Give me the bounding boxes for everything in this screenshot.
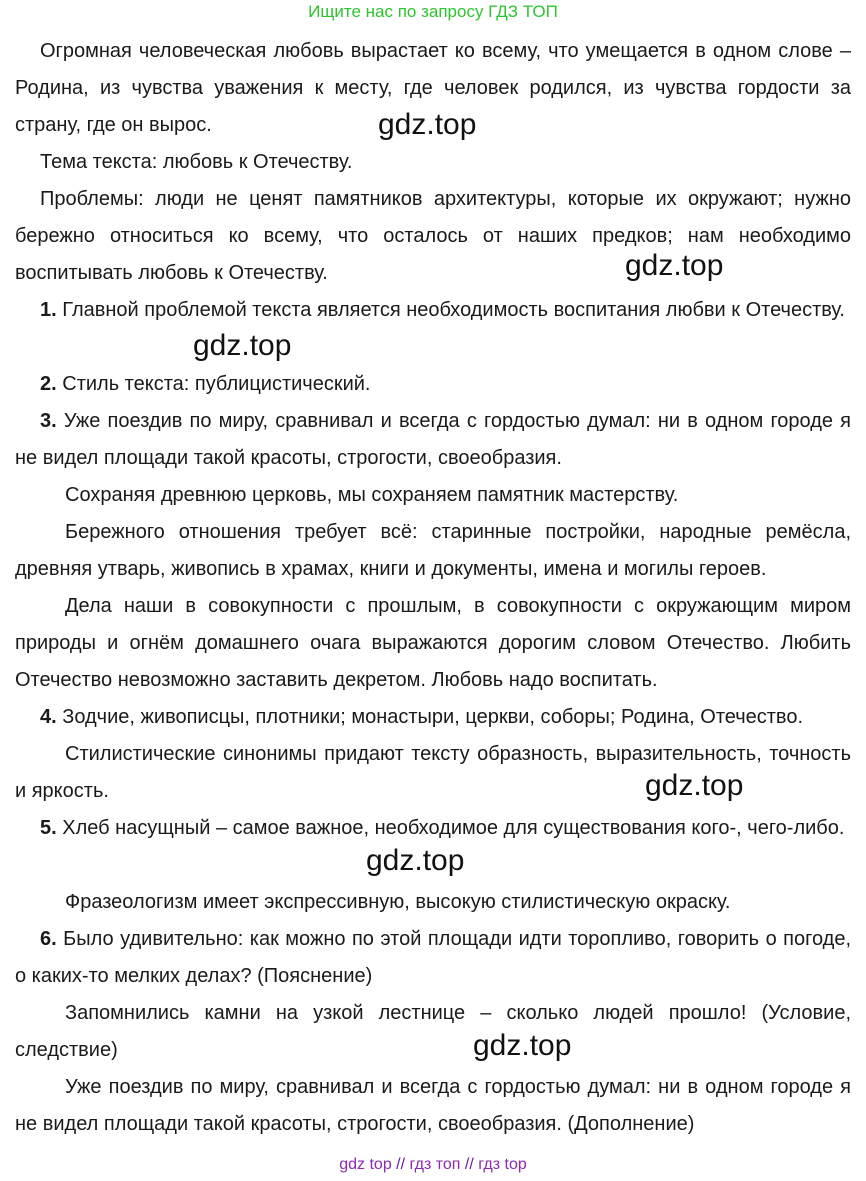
answer-6-sentence-2: Запомнились камни на узкой лестнице – сколько людей прошло! (Условие, следствие)	[15, 1002, 851, 1061]
footer-link-gdz-top[interactable]: gdz top	[339, 1156, 392, 1173]
answer-number: 6.	[40, 928, 57, 950]
answer-5-explanation: Фразеологизм имеет экспрессивную, высокую стилистическую окраску.	[65, 891, 731, 913]
footer-link-gdz-top-mixed[interactable]: гдз top	[478, 1156, 527, 1173]
watermark: gdz.top	[645, 769, 744, 802]
answer-text: Было удивительно: как можно по этой площади идти торопливо, говорить о погоде, о каких-то мелких делах? (Пояснение)	[15, 928, 851, 987]
answer-number: 3.	[40, 410, 57, 432]
watermark: gdz.top	[366, 844, 465, 877]
answer-2	[15, 366, 851, 403]
watermark: gdz.top	[193, 329, 292, 362]
answer-3-sentence-3: Бережного отношения требует всё: старинные постройки, народные ремёсла, древняя утварь, живопись в храмах, книги и документы, имена и могилы героев.	[15, 521, 851, 580]
answer-3	[15, 403, 851, 477]
answer-4-explanation: Стилистические синонимы придают тексту образность, выразительность, точность и яркость.	[15, 743, 851, 802]
answer-6	[15, 921, 851, 995]
answer-6-sentence-3: Уже поездив по миру, сравнивал и всегда с гордостью думал: ни в одном городе я не видел площади такой красоты, строгости, своеобразия. (Дополнение)	[15, 1076, 851, 1135]
intro-paragraph: Огромная человеческая любовь вырастает ко всему, что умещается в одном слове – Родина, из чувства уважения к месту, где человек родился, из чувства гордости за страну, где он вырос.	[15, 40, 851, 136]
answer-4	[15, 699, 851, 736]
answer-number: 1.	[40, 299, 57, 321]
answer-text: Уже поездив по миру, сравнивал и всегда с гордостью думал: ни в одном городе я не видел площади такой красоты, строгости, своеобразия.	[15, 410, 852, 469]
watermark: gdz.top	[625, 249, 724, 282]
footer-separator: //	[464, 1156, 474, 1173]
theme-paragraph: Тема текста: любовь к Отечеству.	[40, 151, 353, 173]
answer-number: 2.	[40, 373, 57, 395]
footer-link-gdz-top-ru[interactable]: гдз топ	[409, 1156, 461, 1173]
answer-text: Хлеб насущный – самое важное, необходимое для существования кого-, чего-либо.	[62, 817, 845, 839]
answer-3-sentence-2: Сохраняя древнюю церковь, мы сохраняем памятник мастерству.	[65, 484, 679, 506]
answer-3-sentence-4: Дела наши в совокупности с прошлым, в совокупности с окружающим миром природы и огнём домашнего очага выражаются дорогим словом Отечество. Любить Отечество невозможно заставить декретом. Любовь надо воспитать.	[15, 595, 851, 691]
problems-paragraph: Проблемы: люди не ценят памятников архитектуры, которые их окружают; нужно бережно относиться ко всему, что осталось от наших предков; нам необходимо воспитывать любовь к Отечеству.	[15, 188, 851, 284]
answer-text: Главной проблемой текста является необходимость воспитания любви к Отечеству.	[62, 299, 845, 321]
answer-5	[15, 810, 851, 847]
footer-links	[0, 1156, 866, 1174]
answer-number: 4.	[40, 706, 57, 728]
answer-number: 5.	[40, 817, 57, 839]
footer-separator: //	[396, 1156, 406, 1173]
search-hint-header: Ищите нас по запросу ГДЗ ТОП	[308, 2, 558, 21]
watermark: gdz.top	[378, 108, 477, 141]
answer-1	[15, 292, 851, 329]
answer-text: Зодчие, живописцы, плотники; монастыри, церкви, соборы; Родина, Отечество.	[62, 706, 804, 728]
watermark: gdz.top	[473, 1029, 572, 1062]
answer-text: Стиль текста: публицистический.	[62, 373, 371, 395]
